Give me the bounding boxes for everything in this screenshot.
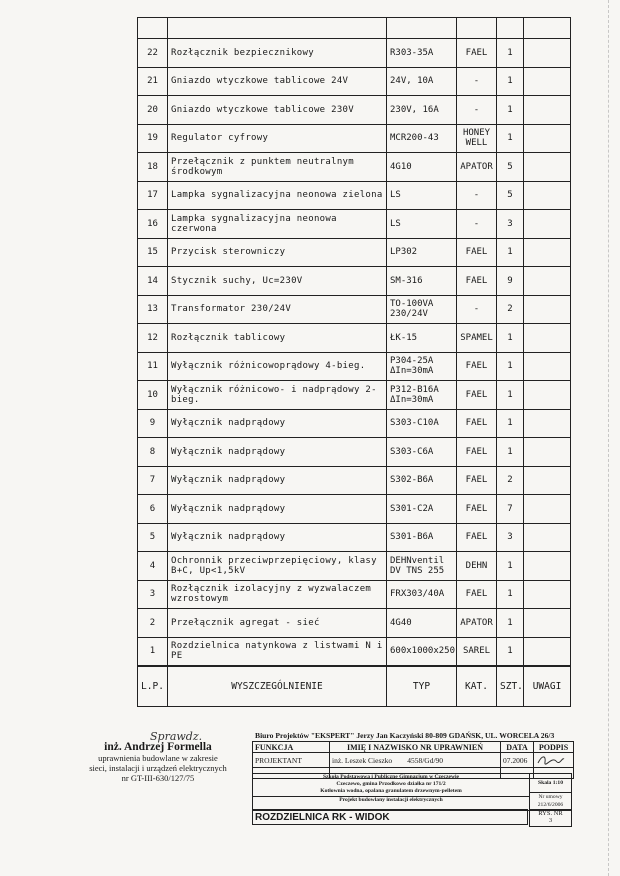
table-row <box>138 181 571 210</box>
item-kat: FAEL <box>457 39 497 68</box>
item-uwagi <box>524 438 571 467</box>
item-typ: P312-B16A ΔIn=30mA <box>387 381 457 410</box>
item-szt: 1 <box>497 238 524 267</box>
item-szt: 2 <box>497 295 524 324</box>
item-lp: 3 <box>138 580 168 609</box>
item-kat: FAEL <box>457 438 497 467</box>
item-typ: MCR200-43 <box>387 124 457 153</box>
item-desc: Wyłącznik nadprądowy <box>168 466 387 495</box>
col-podpis: PODPIS <box>534 742 574 753</box>
item-lp: 8 <box>138 438 168 467</box>
item-kat: DEHN <box>457 552 497 581</box>
item-kat: FAEL <box>457 580 497 609</box>
item-typ: S303-C10A <box>387 409 457 438</box>
header-szt: SZT. <box>497 666 524 707</box>
designer-stamp <box>78 741 238 783</box>
item-typ: S302-B6A <box>387 466 457 495</box>
item-uwagi <box>524 181 571 210</box>
item-uwagi <box>524 267 571 296</box>
item-uwagi <box>524 210 571 239</box>
item-uwagi <box>524 67 571 96</box>
item-typ: SM-316 <box>387 267 457 296</box>
item-desc: Rozłącznik tablicowy <box>168 324 387 353</box>
table-row <box>138 96 571 125</box>
stamp-line-1: uprawnienia budowlane w zakresie <box>98 753 218 763</box>
item-uwagi <box>524 609 571 638</box>
item-szt: 2 <box>497 466 524 495</box>
item-kat: - <box>457 295 497 324</box>
item-szt: 1 <box>497 124 524 153</box>
item-desc: Przełącznik agregat - sieć <box>168 609 387 638</box>
item-kat: FAEL <box>457 267 497 296</box>
item-typ: LS <box>387 181 457 210</box>
item-typ: ŁK-15 <box>387 324 457 353</box>
desc-line-1: Szkoła Podstawowa i Publiczne Gimnazjum w Czeczewie <box>322 774 460 780</box>
item-lp: 9 <box>138 409 168 438</box>
item-desc: Lampka sygnalizacyjna neonowa czerwona <box>168 210 387 239</box>
item-desc: Wyłącznik nadprądowy <box>168 409 387 438</box>
person-license: 4558/Gd/90 <box>407 755 444 765</box>
item-lp: 22 <box>138 39 168 68</box>
item-typ: P304-25A ΔIn=30mA <box>387 352 457 381</box>
item-szt: 1 <box>497 39 524 68</box>
scan-edge-line <box>608 0 609 876</box>
item-szt: 3 <box>497 210 524 239</box>
table-row <box>138 324 571 353</box>
checked-by-scribble: Sprawdz. <box>150 730 203 743</box>
item-szt: 9 <box>497 267 524 296</box>
item-szt: 1 <box>497 96 524 125</box>
item-typ: S303-C6A <box>387 438 457 467</box>
desc-line-4: Projekt budowlany instalacji elektrycznych <box>253 796 529 804</box>
item-lp: 19 <box>138 124 168 153</box>
item-uwagi <box>524 324 571 353</box>
drawing-number: 3 <box>548 817 553 824</box>
date-cell: 07.2006 <box>501 753 534 768</box>
item-desc: Wyłącznik nadprądowy <box>168 438 387 467</box>
item-lp: 14 <box>138 267 168 296</box>
stamp-line-3: nr GT-III-630/127/75 <box>121 773 195 783</box>
desc-line-3: Kotłownia wodna, opalana granulatem drzewnym-pelletem <box>320 788 462 794</box>
item-typ: 230V, 16A <box>387 96 457 125</box>
item-lp: 16 <box>138 210 168 239</box>
drawing-number-box <box>529 809 572 827</box>
drawing-title: ROZDZIELNICA RK - WIDOK <box>252 809 528 825</box>
item-uwagi <box>524 495 571 524</box>
table-row <box>138 409 571 438</box>
item-desc: Wyłącznik różnicowoprądowy 4-bieg. <box>168 352 387 381</box>
item-szt: 1 <box>497 609 524 638</box>
item-typ: 4G40 <box>387 609 457 638</box>
item-typ: FRX303/40A <box>387 580 457 609</box>
item-desc: Regulator cyfrowy <box>168 124 387 153</box>
item-typ: S301-C2A <box>387 495 457 524</box>
item-szt: 1 <box>497 637 524 666</box>
item-szt: 1 <box>497 381 524 410</box>
item-desc: Lampka sygnalizacyjna neonowa zielona <box>168 181 387 210</box>
item-uwagi <box>524 523 571 552</box>
item-uwagi <box>524 295 571 324</box>
col-funkcja: FUNKCJA <box>253 742 330 753</box>
table-row <box>138 466 571 495</box>
parts-list-table <box>137 17 571 707</box>
table-row <box>138 609 571 638</box>
person-name: inż. Leszek Cieszko <box>332 755 393 765</box>
item-uwagi <box>524 124 571 153</box>
item-szt: 1 <box>497 580 524 609</box>
item-typ: 4G10 <box>387 153 457 182</box>
item-desc: Transformator 230/24V <box>168 295 387 324</box>
item-szt: 3 <box>497 523 524 552</box>
item-lp: 5 <box>138 523 168 552</box>
item-szt: 5 <box>497 181 524 210</box>
header-lp: L.P. <box>138 666 168 707</box>
item-desc: Wyłącznik nadprądowy <box>168 523 387 552</box>
col-imie: IMIĘ I NAZWISKO NR UPRAWNIEŃ <box>330 742 501 753</box>
table-row <box>138 238 571 267</box>
item-uwagi <box>524 39 571 68</box>
item-typ: TO-100VA 230/24V <box>387 295 457 324</box>
item-kat: APATOR <box>457 153 497 182</box>
item-uwagi <box>524 238 571 267</box>
table-row <box>138 523 571 552</box>
item-lp: 7 <box>138 466 168 495</box>
item-uwagi <box>524 409 571 438</box>
item-szt: 5 <box>497 153 524 182</box>
item-typ: 24V, 10A <box>387 67 457 96</box>
item-kat: FAEL <box>457 381 497 410</box>
item-szt: 1 <box>497 409 524 438</box>
table-header-row <box>138 666 571 707</box>
item-uwagi <box>524 466 571 495</box>
table-row <box>138 580 571 609</box>
item-uwagi <box>524 96 571 125</box>
item-typ: DEHNventil DV TNS 255 <box>387 552 457 581</box>
table-row-empty <box>138 18 571 39</box>
item-lp: 4 <box>138 552 168 581</box>
table-row <box>138 295 571 324</box>
item-kat: SAREL <box>457 637 497 666</box>
item-uwagi <box>524 352 571 381</box>
item-desc: Rozłącznik izolacyjny z wyzwalaczem wzrostowym <box>168 580 387 609</box>
role-cell: PROJEKTANT <box>253 753 330 768</box>
item-lp: 1 <box>138 637 168 666</box>
item-lp: 2 <box>138 609 168 638</box>
item-desc: Gniazdo wtyczkowe tablicowe 24V <box>168 67 387 96</box>
item-lp: 21 <box>138 67 168 96</box>
header-typ: TYP <box>387 666 457 707</box>
table-row <box>138 438 571 467</box>
item-kat: FAEL <box>457 352 497 381</box>
item-lp: 11 <box>138 352 168 381</box>
table-row <box>138 637 571 666</box>
item-kat: - <box>457 67 497 96</box>
item-szt: 1 <box>497 438 524 467</box>
project-description <box>252 773 530 811</box>
item-lp: 20 <box>138 96 168 125</box>
header-kat: KAT. <box>457 666 497 707</box>
item-desc: Wyłącznik nadprądowy <box>168 495 387 524</box>
item-kat: FAEL <box>457 238 497 267</box>
table-row <box>138 552 571 581</box>
item-kat: FAEL <box>457 466 497 495</box>
item-lp: 13 <box>138 295 168 324</box>
item-szt: 1 <box>497 352 524 381</box>
item-kat: APATOR <box>457 609 497 638</box>
item-desc: Rozłącznik bezpiecznikowy <box>168 39 387 68</box>
item-desc: Ochronnik przeciwprzepięciowy, klasy B+C, Up<1,5kV <box>168 552 387 581</box>
item-lp: 17 <box>138 181 168 210</box>
col-data: DATA <box>501 742 534 753</box>
drawing-number-label: RYS. NR <box>538 810 563 817</box>
item-szt: 7 <box>497 495 524 524</box>
desc-line-2: Czeczewo, gmina Przodkowo działka nr 171/2 <box>336 781 446 787</box>
item-typ: LP302 <box>387 238 457 267</box>
item-lp: 6 <box>138 495 168 524</box>
item-kat: HONEY WELL <box>457 124 497 153</box>
item-desc: Przełącznik z punktem neutralnym środkowym <box>168 153 387 182</box>
table-row <box>138 39 571 68</box>
header-uwagi: UWAGI <box>524 666 571 707</box>
table-row <box>138 153 571 182</box>
table-row <box>138 67 571 96</box>
item-kat: FAEL <box>457 409 497 438</box>
item-desc: Gniazdo wtyczkowe tablicowe 230V <box>168 96 387 125</box>
item-lp: 18 <box>138 153 168 182</box>
item-uwagi <box>524 637 571 666</box>
table-row <box>138 124 571 153</box>
stamp-line-2: sieci, instalacji i urządzeń elektrycznych <box>89 763 227 773</box>
table-row <box>138 495 571 524</box>
handwritten-signature-icon <box>536 753 566 765</box>
item-kat: - <box>457 96 497 125</box>
scale-label: Skala 1:10 <box>530 774 571 793</box>
item-szt: 1 <box>497 67 524 96</box>
scale-box <box>529 773 572 811</box>
table-row <box>138 267 571 296</box>
table-row <box>138 381 571 410</box>
contract-number: Nr umowy 212/6/2006 <box>537 794 564 808</box>
item-kat: SPAMEL <box>457 324 497 353</box>
item-lp: 10 <box>138 381 168 410</box>
stamp-name: inż. Andrzej Formella <box>104 741 212 753</box>
person-cell <box>330 753 501 768</box>
signature-cell <box>534 753 574 768</box>
item-szt: 1 <box>497 324 524 353</box>
item-lp: 15 <box>138 238 168 267</box>
table-row <box>138 352 571 381</box>
table-row <box>138 210 571 239</box>
item-uwagi <box>524 381 571 410</box>
item-desc: Rozdzielnica natynkowa z listwami N i PE <box>168 637 387 666</box>
header-desc: WYSZCZEGÓLNIENIE <box>168 666 387 707</box>
item-lp: 12 <box>138 324 168 353</box>
item-typ: 600x1000x250 <box>387 637 457 666</box>
item-kat: - <box>457 181 497 210</box>
item-uwagi <box>524 580 571 609</box>
item-kat: FAEL <box>457 523 497 552</box>
item-typ: R303-35A <box>387 39 457 68</box>
item-desc: Stycznik suchy, Uc=230V <box>168 267 387 296</box>
item-kat: - <box>457 210 497 239</box>
item-uwagi <box>524 552 571 581</box>
item-desc: Przycisk sterowniczy <box>168 238 387 267</box>
item-desc: Wyłącznik różnicowo- i nadprądowy 2-bieg. <box>168 381 387 410</box>
item-typ: S301-B6A <box>387 523 457 552</box>
item-szt: 1 <box>497 552 524 581</box>
item-uwagi <box>524 153 571 182</box>
item-typ: LS <box>387 210 457 239</box>
item-kat: FAEL <box>457 495 497 524</box>
firm-header: Biuro Projektów "EKSPERT" Jerzy Jan Kaczyński 80-809 GDAŃSK, UL. WORCELA 26/3 <box>255 731 555 740</box>
